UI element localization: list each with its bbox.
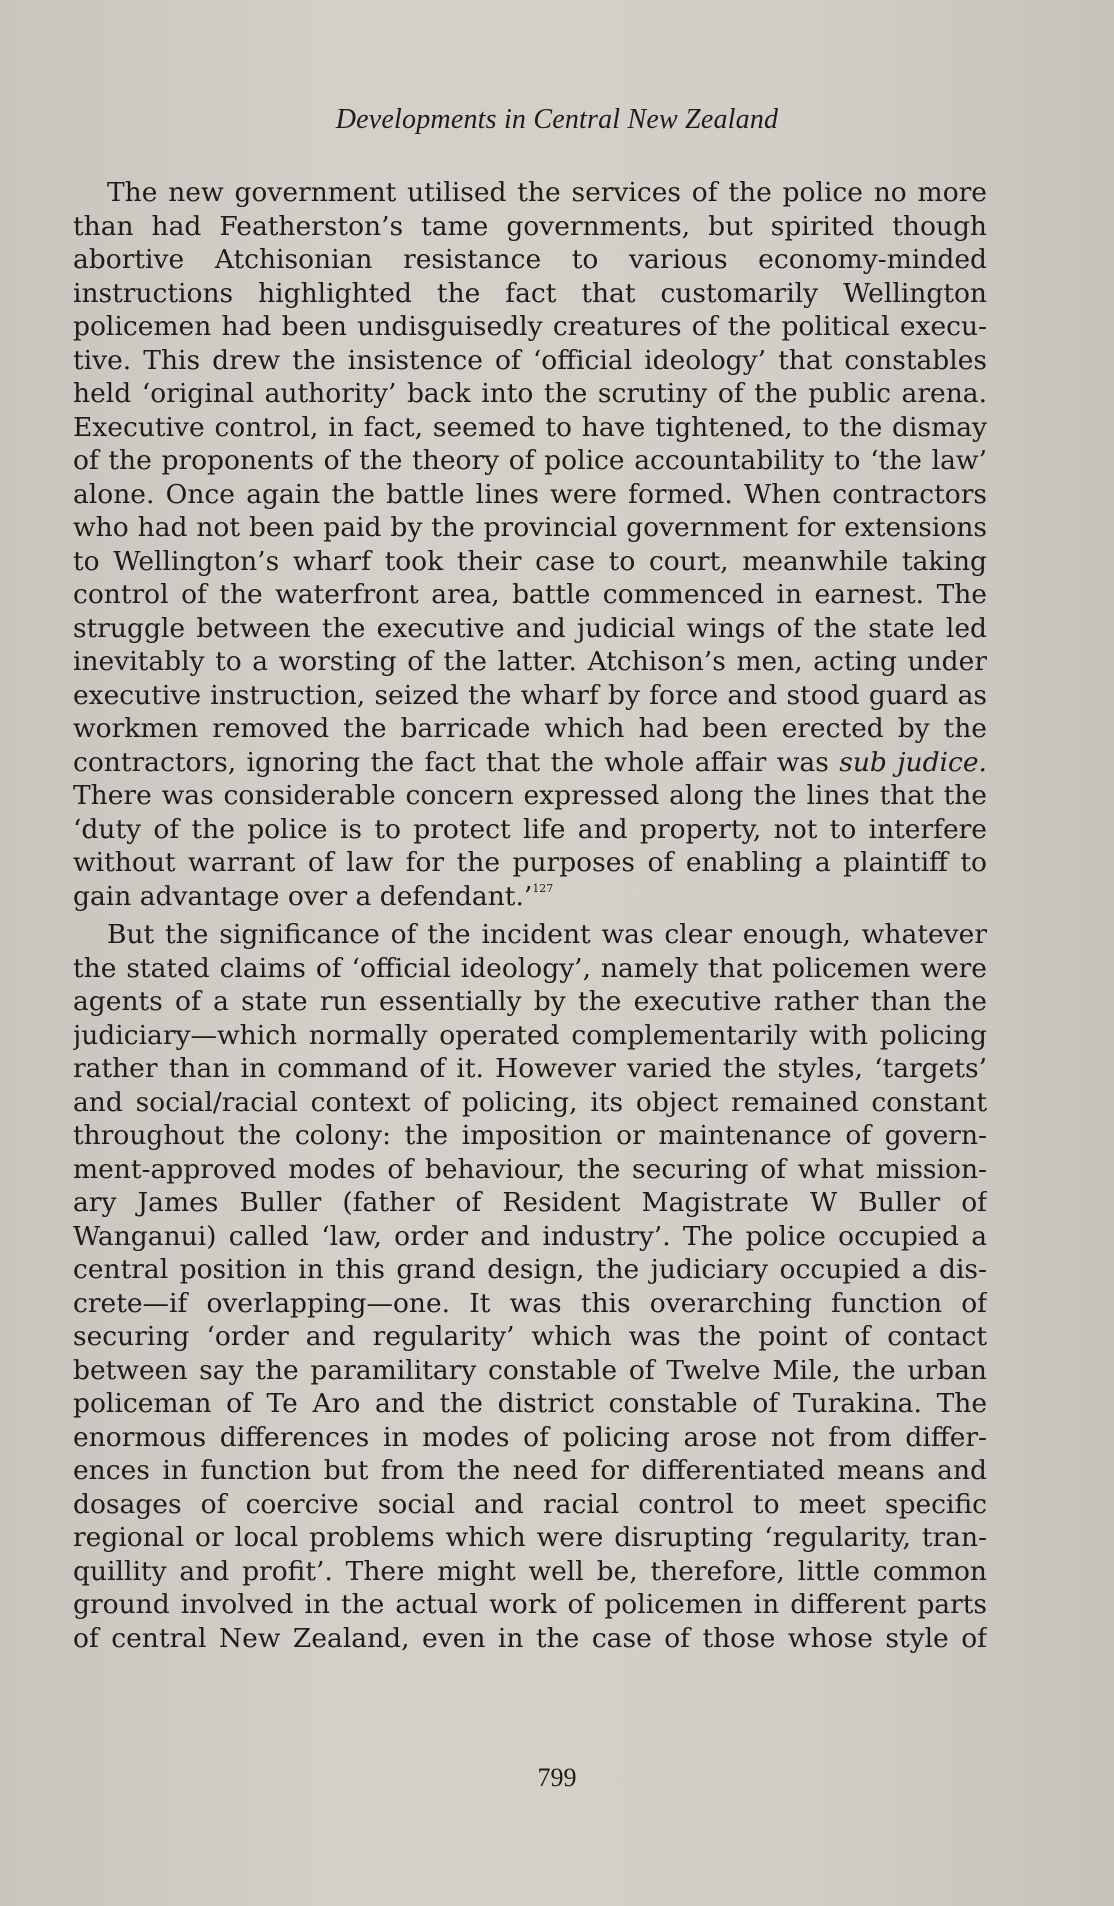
text-line: than had Featherston’s tame governments, but spirited though [73,210,987,242]
text-line: enormous differences in modes of policing arose not from differ- [73,1421,987,1453]
text-line: ary James Buller (father of Resident Magistrate W Buller of [73,1187,987,1218]
text-line-with-italic [73,746,987,780]
text-line: to Wellington’s wharf took their case to court, meanwhile taking [73,545,987,577]
text-line: ences in function but from the need for differentiated means and [73,1455,987,1486]
text-line: dosages of coercive social and racial control to meet specific [73,1488,987,1520]
text-line: The new government utilised the services of the police no more [107,177,987,208]
text-line: of the proponents of the theory of police accountability to ‘the law’ [73,445,987,476]
text-line: who had not been paid by the provincial government for extensions [73,512,987,543]
running-head: Developments in Central New Zealand [335,104,779,135]
text-line: ground involved in the actual work of policemen in different parts [73,1589,987,1620]
text-line: Wanganui) called ‘law, order and industry’. The police occupied a [73,1220,987,1252]
text-line: central position in this grand design, the judiciary occupied a dis- [73,1254,987,1285]
text-line: without warrant of law for the purposes of enabling a plaintiff to [73,847,987,878]
text-line: control of the waterfront area, battle commenced in earnest. The [73,579,987,610]
text-line-with-footnote [73,880,987,914]
footnote-reference[interactable]: 127 [532,881,554,895]
text-line: between say the paramilitary constable of Twelve Mile, the urban [73,1354,987,1386]
text-line: the stated claims of ‘official ideology’, namely that policemen were [73,952,987,984]
text-line: inevitably to a worsting of the latter. Atchison’s men, acting under [73,646,987,677]
text-line: agents of a state run essentially by the executive rather than the [73,986,987,1017]
body-text [73,176,987,1655]
text-line: alone. Once again the battle lines were formed. When contractors [73,478,987,510]
text-line: ‘duty of the police is to protect life and property, not to interfere [73,813,987,845]
page-number: 799 [537,1763,577,1792]
text-line: regional or local problems which were disrupting ‘regularity, tran- [73,1522,987,1553]
text-line: ment-approved modes of behaviour, the securing of what mission- [73,1153,987,1185]
text-line: crete—if overlapping—one. It was this overarching function of [73,1287,987,1319]
text-line: executive instruction, seized the wharf by force and stood guard as [73,679,987,711]
text-line: policeman of Te Aro and the district constable of Turakina. The [73,1388,987,1419]
italic-phrase: sub judice. [839,746,987,778]
text-line: and social/racial context of policing, its object remained constant [73,1086,987,1118]
paragraph-1 [73,176,987,913]
text-line: Executive control, in fact, seemed to have tightened, to the dismay [73,411,987,443]
text-line: of central New Zealand, even in the case of those whose style of [73,1622,987,1654]
text-line: But the significance of the incident was clear enough, whatever [107,919,987,950]
text-line: rather than in command of it. However varied the styles, ‘targets’ [73,1053,987,1084]
text-line: quillity and profit’. There might well be, therefore, little common [73,1555,987,1587]
text-line: tive. This drew the insistence of ‘official ideology’ that constables [73,344,987,376]
text-line: struggle between the executive and judicial wings of the state led [73,612,987,644]
text-line: instructions highlighted the fact that customarily Wellington [73,277,987,309]
text-segment: gain advantage over a defendant.’ [73,880,533,912]
text-line: judiciary—which normally operated complementarily with policing [73,1019,987,1051]
text-line: workmen removed the barricade which had been erected by the [73,713,987,744]
text-line: policemen had been undisguisedly creatures of the political execu- [73,311,987,342]
text-line: throughout the colony: the imposition or maintenance of govern- [73,1120,987,1151]
text-line: abortive Atchisonian resistance to various economy-minded [73,244,987,275]
text-segment: contractors, ignoring the fact that the whole affair was [73,746,829,778]
text-line: securing ‘order and regularity’ which was the point of contact [73,1321,987,1352]
paragraph-2 [73,918,987,1655]
text-line: There was considerable concern expressed along the lines that the [73,780,987,811]
text-line: held ‘original authority’ back into the scrutiny of the public arena. [73,378,987,409]
